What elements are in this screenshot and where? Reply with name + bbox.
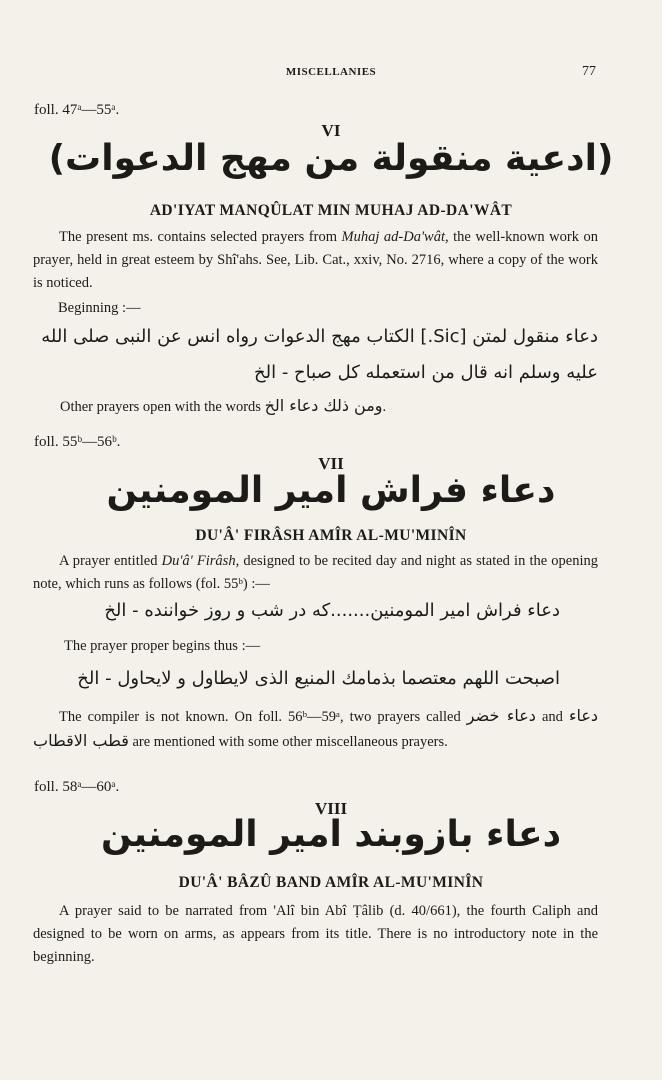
- transliterated-title-viii: DU'Â' BÂZÛ BAND AMÎR AL-MU'MINÎN: [178, 874, 484, 891]
- description-viii: A prayer said to be narrated from 'Alî bin Abî Ṭâlib (d. 40/661), the fourth Caliph and designed to be worn on arms, as appears from its title. There is no introductory note in the beginning.: [33, 903, 598, 965]
- prayer-proper-label: The prayer proper begins thus :—: [64, 638, 261, 654]
- transliterated-title-vi: AD'IYAT MANQÛLAT MIN MUHAJ AD-DA'WÂT: [149, 202, 513, 219]
- page-number: 77: [582, 64, 596, 79]
- folio-reference-vii: foll. 55ᵇ—56ᵇ.: [34, 434, 121, 450]
- folio-reference-vi: foll. 47ᵃ—55ᵃ.: [34, 102, 120, 118]
- arabic-opening-note: دعاء فراش امير المومنين.......كه در شب و روز خواننده - الخ: [104, 600, 560, 621]
- section-numeral-vi: VI: [321, 121, 341, 140]
- folio-reference-viii: foll. 58ᵃ—60ᵃ.: [34, 779, 120, 795]
- description-vi: The present ms. contains selected prayers from Muhaj ad-Da'wât, the well-known work on prayer, held in great esteem by Shî'ahs. See, Lib. Cat., xxiv, No. 2716, where a copy of the work is noticed.: [33, 229, 599, 291]
- arabic-title-viii: دعاء بازوبند امير المومنين: [100, 814, 562, 855]
- running-head: MISCELLANIES: [285, 66, 377, 78]
- arabic-beginning-line-2: عليه وسلم انه قال من استعمله كل صباح - الخ: [254, 362, 598, 383]
- arabic-title-vi: (ادعية منقولة من مهج الدعوات): [48, 138, 614, 179]
- beginning-label: Beginning :—: [58, 300, 141, 316]
- arabic-beginning-line-1: دعاء منقول لمتن [Sic.] الكتاب مهج الدعوات رواه انس عن النبى صلى الله: [41, 326, 598, 347]
- section-numeral-vii: VII: [318, 454, 344, 473]
- transliterated-title-vii: DU'Â' FIRÂSH AMÎR AL-MU'MINÎN: [195, 527, 467, 544]
- other-prayers-line: Other prayers open with the words ومن ذلك دعاء الخ.: [60, 396, 387, 415]
- description-vii: A prayer entitled Du'â' Firâsh, designed to be recited day and night as stated in the opening note, which runs as follows (fol. 55ᵇ) :—: [33, 553, 599, 592]
- arabic-title-vii: دعاء فراش امير المومنين: [106, 470, 556, 511]
- page-header: [0, 66, 662, 86]
- arabic-prayer-proper: اصبحت اللهم معتصما بذمامك المنيع الذى لايطاول و لايحاول - الخ: [77, 668, 560, 689]
- section-numeral-viii: VIII: [314, 799, 348, 818]
- compiler-paragraph: The compiler is not known. On foll. 56ᵇ—59ᵃ, two prayers called دعاء خضر and دعاء قطب الاقطاب are mentioned with some other miscellaneous prayers.: [33, 706, 599, 750]
